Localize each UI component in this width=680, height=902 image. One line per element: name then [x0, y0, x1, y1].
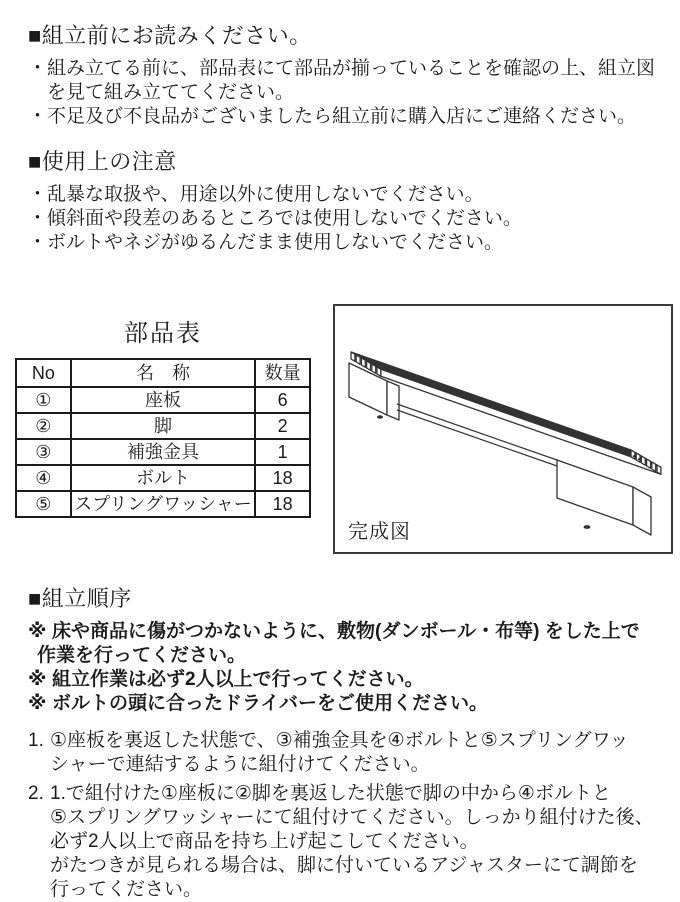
part-name: スプリングワッシャー [71, 491, 256, 517]
bullet-marker: ・ [28, 106, 48, 127]
step-text-line: ⑤スプリングワッシャーにて組付けてください。しっかり組付けた後、 [50, 807, 654, 828]
note-text-line: 作業を行ってください。 [37, 645, 247, 666]
part-name: 座板 [71, 387, 256, 413]
assembly-heading: ■組立順序 [28, 586, 132, 611]
note-marker: ※ [28, 669, 47, 690]
part-qty: 2 [255, 413, 310, 439]
bullet-text-line: 傾斜面や段差のあるところでは使用しないでください。 [47, 208, 522, 229]
step-number: 2. [28, 783, 44, 804]
col-header-qty: 数量 [255, 359, 310, 387]
note-text-line: 組立作業は必ず2人以上で行ってください。 [52, 669, 424, 690]
note-text-line: 床や商品に傷がつかないように、敷物(ダンボール・布等) をした上で [52, 621, 640, 642]
table-header-row [16, 359, 310, 387]
part-name: 補強金具 [71, 439, 256, 465]
note-marker: ※ [28, 693, 47, 714]
list-item [28, 183, 673, 207]
parts-table [15, 358, 311, 518]
table-row [16, 465, 310, 491]
step-item [28, 729, 673, 777]
assembly-steps [28, 729, 673, 902]
usage-caution-heading: ■使用上の注意 [28, 149, 177, 174]
col-header-name: 名 称 [71, 359, 256, 387]
bullet-text-line: ボルトやネジがゆるんだまま使用しないでください。 [47, 232, 504, 253]
usage-caution-bullets [28, 183, 673, 255]
part-no: ② [16, 413, 71, 439]
step-text-line: 行ってください。 [50, 879, 203, 900]
part-no: ① [16, 387, 71, 413]
diagram-caption: 完成図 [348, 521, 411, 543]
step-text-line: シャーで連結するように組付けてください。 [50, 754, 430, 775]
part-qty: 6 [255, 387, 310, 413]
note-marker: ※ [28, 621, 47, 642]
list-item [28, 105, 673, 129]
part-no: ④ [16, 465, 71, 491]
table-row [16, 439, 310, 465]
part-qty: 18 [255, 491, 310, 517]
list-item [28, 231, 673, 255]
step-text-line: 1.で組付けた①座板に②脚を裏返した状態で脚の中から④ボルトと [50, 783, 611, 804]
read-first-bullets [28, 57, 673, 129]
list-item [28, 57, 673, 105]
bullet-marker: ・ [28, 208, 48, 229]
note-item [28, 620, 673, 668]
part-no: ⑤ [16, 491, 71, 517]
note-text-line: ボルトの頭に合ったドライバーをご使用ください。 [52, 693, 489, 714]
col-header-no: No [16, 359, 71, 387]
seat-front-face-shape [381, 369, 661, 474]
part-name: ボルト [71, 465, 256, 491]
bullet-marker: ・ [28, 58, 48, 79]
reinforcement-bar-shape [397, 404, 557, 466]
read-first-heading: ■組立前にお読みください。 [28, 23, 312, 48]
table-row [16, 387, 310, 413]
parts-table-block [15, 304, 315, 554]
bullet-text-line: を見て組み立ててください。 [47, 82, 295, 103]
step-item [28, 782, 673, 902]
step-number: 1. [28, 730, 44, 751]
finished-drawing-panel [333, 304, 673, 554]
table-row [16, 491, 310, 517]
note-item [28, 668, 673, 692]
bullet-text-line: 乱暴な取扱や、用途以外に使用しないでください。 [47, 184, 484, 205]
table-row [16, 413, 310, 439]
step-text-line: がたつきが見られる場合は、脚に付いているアジャスターにて調節を [50, 855, 638, 876]
list-item [28, 207, 673, 231]
part-no: ③ [16, 439, 71, 465]
part-qty: 1 [255, 439, 310, 465]
bullet-text-line: 組み立てる前に、部品表にて部品が揃っていることを確認の上、組立図 [47, 58, 656, 79]
bullet-text-line: 不足及び不良品がございましたら組立前に購入店にご連絡ください。 [47, 106, 637, 127]
part-qty: 18 [255, 465, 310, 491]
note-item [28, 692, 673, 716]
part-name: 脚 [71, 413, 256, 439]
parts-section [15, 304, 673, 554]
step-text-line: 必ず2人以上で商品を持ち上げ起こしてください。 [50, 831, 479, 852]
assembly-notes [28, 620, 673, 716]
bullet-marker: ・ [28, 184, 48, 205]
bullet-marker: ・ [28, 232, 48, 253]
parts-table-title: 部品表 [124, 320, 202, 347]
step-text-line: ①座板を裏返した状態で、③補強金具を④ボルトと⑤スプリングワッ [50, 730, 629, 751]
right-leg-shape [557, 460, 651, 535]
